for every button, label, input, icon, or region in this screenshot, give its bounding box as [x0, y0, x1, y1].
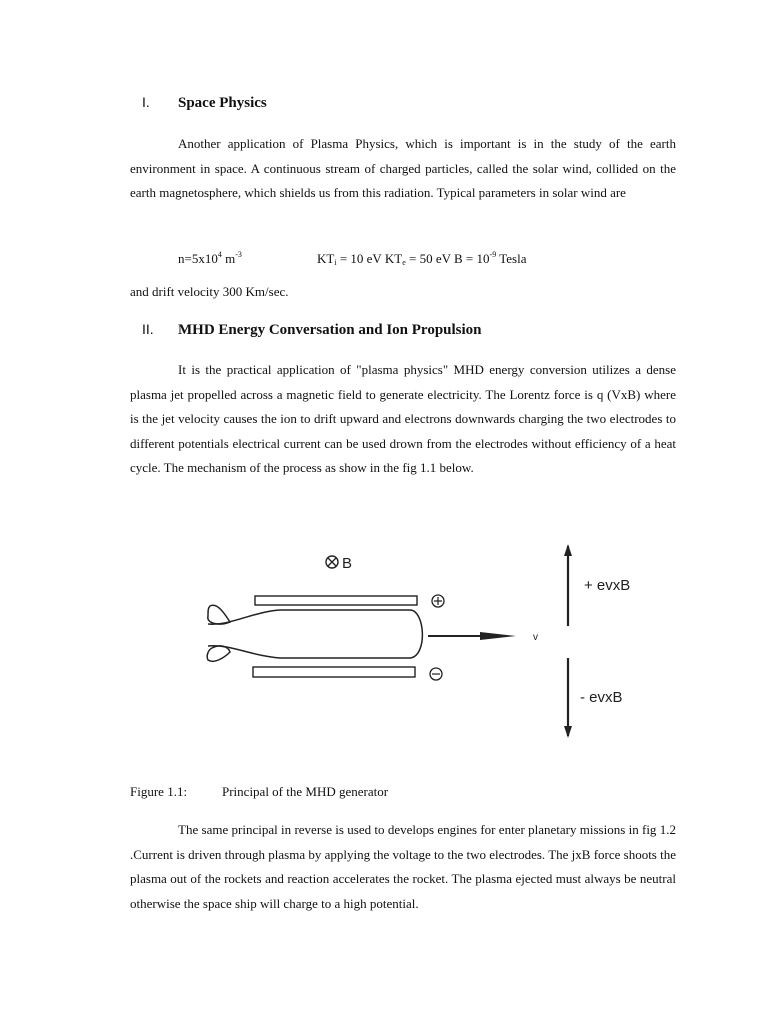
figure-caption-label: Figure 1.1:	[130, 784, 188, 799]
field-cross-mark	[328, 558, 336, 566]
density-parameter: $n=5x10^4$ $m^{-3}$	[178, 250, 242, 266]
space-physics-paragraph: Another application of Plasma Physics, which is important is in the study of the earth environment in space. A continuous stream of charged particles, called the solar wind, collided on the earth magnetosphere, which shields us from this radiation. Typical parameters in solar wind are	[130, 136, 676, 200]
velocity-label: v	[533, 632, 538, 643]
drift-velocity-text: and drift velocity 300 Km/sec.	[130, 284, 289, 299]
section-title: Space Physics	[178, 95, 267, 111]
velocity-arrow-head	[480, 632, 516, 640]
b-field-label: B	[342, 555, 353, 572]
section-number: II.	[142, 321, 154, 337]
temperature-field-parameters: $KT_i = 10$ eV $KT_e = 50$ eV $B = 10^{-9}$ Tesla	[317, 250, 527, 267]
nozzle-lower-lobe	[207, 646, 230, 661]
propulsion-paragraph: The same principal in reverse is used to develops engines for enter planetary missions in fig 1.2 .Current is driven through plasma by applying the voltage to the two electrodes. The jxB force shoots the plasma out of the rockets and reaction accelerates the rocket. The plasma ejected must always be neutral otherwise the space ship will charge to a high potential.	[130, 822, 676, 911]
mhd-generator-figure	[180, 530, 630, 770]
section-number: I.	[142, 94, 150, 110]
downward-force-label: - evxB	[580, 689, 623, 706]
bottom-electrode	[253, 667, 415, 677]
figure-caption-text: Principal of the MHD generator	[222, 784, 389, 799]
upward-force-label: + evxB	[584, 577, 630, 594]
section-heading-space-physics	[142, 94, 267, 112]
top-electrode	[255, 596, 417, 605]
plasma-jet-channel	[208, 610, 422, 658]
section-title: MHD Energy Conversation and Ion Propulsion	[178, 322, 482, 338]
nozzle-upper-lobe	[208, 605, 230, 624]
section-heading-mhd	[142, 321, 482, 339]
mhd-paragraph: It is the practical application of "plasma physics" MHD energy conversion utilizes a dense plasma jet propelled across a magnetic field to generate electricity. The Lorentz force is q (VxB) where is the jet velocity causes the ion to drift upward and electrons downwards charging the two electrodes to different potentials electrical current can be used drown from the electrodes without efficiency of a heat cycle. The mechanism of the process as show in the fig 1.1 below.	[130, 362, 676, 475]
